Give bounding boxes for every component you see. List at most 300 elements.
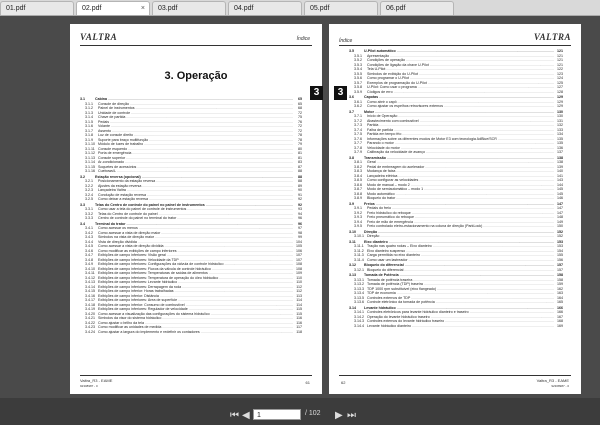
toc-number: 3.4.4 — [85, 239, 93, 244]
toc-title: U-Pilot: Como usar o programa ..... — [367, 85, 554, 90]
toc-title: Freio de mão de emergência ..... — [367, 220, 554, 225]
toc-title: Exibições de campo inferiores: Visão geral ..... — [98, 253, 293, 258]
toc-page: 115 — [296, 307, 302, 311]
toc-title: Exibições de campo inferiores: Fluxos da válvula de controle hidráulico ..... — [98, 267, 293, 272]
toc-title: Soquetes de acessórios ..... — [98, 165, 293, 170]
toc-title: Console de direção ..... — [98, 102, 293, 107]
toc-number: 3.7.7 — [354, 141, 362, 145]
toc-title: Tomada de potência (TDP) traseira ..... — [367, 282, 554, 287]
toc-entry[interactable] — [80, 216, 302, 221]
toc-number: 3.5.1 — [354, 53, 362, 58]
next-page-icon[interactable]: ▶ — [335, 410, 343, 421]
toc-page: 109 — [296, 271, 302, 275]
toc-page: 80 — [298, 146, 302, 151]
footer-doc-id — [80, 378, 112, 388]
toc-title: Pedais ..... — [98, 120, 293, 125]
toc-page: 94 — [298, 211, 302, 216]
toc-page: 81 — [298, 155, 302, 160]
toc-title: Posicionamento da estação reversa ..... — [98, 179, 293, 184]
toc-page: 147 — [557, 210, 563, 215]
toc-title: Como acessar a vista de direção dividida ..... — [98, 244, 293, 249]
toc-entry[interactable] — [349, 324, 563, 329]
toc-number: 3.9.2 — [354, 210, 362, 215]
toc-title: Luz de console direito ..... — [98, 133, 293, 138]
footer-doc-name: Valtra_R3 - EAME — [80, 378, 113, 383]
toc-number: 3.1.9 — [85, 137, 93, 142]
toc-page: 130 — [557, 109, 563, 114]
tab-1[interactable] — [0, 1, 74, 15]
toc-title: Exibições de campo inferiores: Área de superfície ..... — [98, 298, 293, 303]
toc-number: 3.5.4 — [354, 67, 362, 71]
toc-number: 3.13 — [349, 273, 356, 277]
toc-title: Condução de estação reversa ..... — [98, 193, 293, 198]
toc-page: 88 — [298, 174, 302, 179]
toc-number: 3.11.2 — [354, 248, 364, 253]
toc-entry[interactable] — [349, 258, 563, 263]
toc-page: 72 — [298, 110, 302, 115]
toc-title: Modo de semiautomático – modo 1 ..... — [367, 187, 554, 192]
toc-number: 3.5.5 — [354, 71, 362, 76]
footer-doc-code: 92308987 - 0 — [80, 384, 98, 388]
close-tab-icon[interactable]: × — [140, 5, 145, 12]
toc-number: 3.2.5 — [85, 197, 93, 201]
toc-title: Terminal do trator ..... — [95, 222, 293, 227]
toc-entry[interactable] — [349, 104, 563, 109]
toc-title: Exibições de campo inferior: Consumo de combustível ..... — [98, 303, 293, 308]
toc-page: 68 — [298, 106, 302, 110]
toc-title: Suporte para braço multifunção ..... — [98, 138, 293, 143]
toc-page: 83 — [298, 160, 302, 164]
toc-entry[interactable] — [80, 169, 302, 174]
toc-page: 138 — [557, 155, 563, 160]
toc-page: 121 — [557, 58, 563, 62]
toc-number: 3.8.5 — [354, 178, 362, 182]
toc-page: 164 — [557, 295, 563, 300]
toc-page: 116 — [296, 316, 302, 320]
toc-number: 3.11.3 — [354, 253, 364, 257]
toc-page: 65 — [298, 101, 302, 106]
toc-page: 144 — [557, 182, 563, 187]
toc-number: 3.4.3 — [85, 235, 93, 239]
toc-number: 3.14.4 — [354, 323, 364, 328]
toc-number: 3.1.14 — [85, 160, 95, 164]
toc-number: 3.8.8 — [354, 191, 362, 196]
toc-number: 3.7.6 — [354, 136, 362, 141]
toc-page: 96 — [298, 221, 302, 226]
toc-title: Falha de partida ..... — [367, 128, 554, 133]
toc-number: 3.9.1 — [354, 206, 362, 210]
toc-title: Ajustes da estação reversa ..... — [98, 184, 293, 189]
toc-number: 3.4.21 — [85, 316, 95, 320]
toc-title: Partida em tempo frio ..... — [367, 132, 554, 137]
toc-entry[interactable] — [349, 150, 563, 155]
prev-page-icon[interactable]: ◀ — [242, 410, 250, 421]
toc-number: 3.9 — [349, 201, 354, 206]
page-number: 62 — [341, 380, 346, 385]
toc-page: 117 — [296, 325, 302, 329]
toc-page: 72 — [298, 124, 302, 128]
toc-page: 152 — [557, 234, 563, 238]
tab-2[interactable] — [76, 1, 150, 15]
toc-title: Como abrir o capô ..... — [367, 100, 554, 105]
toc-page: 147 — [557, 201, 563, 206]
toc-page: 79 — [298, 142, 302, 146]
last-page-icon[interactable]: ⏭ — [347, 410, 356, 421]
toc-page: 96 — [298, 216, 302, 220]
toc-title: Início de Operação ..... — [367, 114, 554, 119]
toc-page: 162 — [557, 286, 563, 291]
toc-title: Porta de emergência ..... — [98, 151, 293, 156]
toc-number: 3.5.9 — [354, 89, 362, 94]
tab-label: 02.pdf — [82, 5, 102, 12]
toc-entry[interactable] — [349, 196, 563, 201]
toc-title: Controles externos de TDP ..... — [367, 296, 554, 301]
toc-title: Condições de ligação da chave U-Pilot ..... — [367, 63, 554, 68]
toc-title: Console esquerdo ..... — [98, 147, 293, 152]
tab-label: 03.pdf — [158, 5, 178, 12]
toc-title: Como configurar as velocidades ..... — [367, 178, 554, 183]
toc-page: 87 — [298, 164, 302, 169]
toc-title: Tração nas quatro rodas – Eixo dianteiro ..... — [367, 244, 554, 249]
toc-number: 3.1.13 — [85, 155, 95, 160]
toc-title: Exibições de campo inferiores: Levante hidráulico ..... — [98, 280, 293, 285]
table-of-contents — [80, 96, 302, 334]
toc-title: Lançadeira Valtra ..... — [98, 188, 293, 193]
toc-number: 3.1.4 — [85, 115, 93, 119]
toc-page: 112 — [296, 289, 302, 293]
toc-title: Assento ..... — [98, 129, 293, 134]
toc-title: Tela U-Pilot ..... — [367, 67, 554, 72]
toc-title: Calibração da velocidade de avanço ..... — [367, 150, 554, 155]
toc-page: 108 — [296, 262, 302, 266]
toc-page: 152 — [557, 229, 563, 234]
toc-number: 3.4.23 — [85, 325, 95, 329]
toc-title: Mudança de faixa ..... — [367, 169, 554, 174]
toc-number: 3.1.16 — [85, 169, 95, 173]
toc-page: 114 — [296, 298, 302, 302]
table-of-contents — [349, 48, 563, 328]
toc-number: 3.4.10 — [85, 266, 95, 271]
toc-page: 121 — [557, 49, 563, 53]
toc-page: 153 — [557, 244, 563, 248]
brand-logo: VALTRA — [80, 32, 118, 42]
toc-number: 3.8.2 — [354, 164, 362, 169]
toc-page: 128 — [557, 89, 563, 94]
first-page-icon[interactable]: ⏮ — [230, 410, 239, 421]
toc-number: 3.14.2 — [354, 314, 364, 319]
toc-number: 3.4.1 — [85, 226, 93, 230]
footer-rule — [80, 375, 312, 376]
toc-entry[interactable] — [80, 197, 302, 202]
toc-title: Lançadeira elétrica ..... — [367, 174, 554, 179]
toc-title: Símbolos de exibição do U-Pilot ..... — [367, 72, 554, 77]
toc-entry[interactable] — [349, 234, 563, 239]
toc-page: 124 — [557, 76, 563, 80]
toc-title: Motor ..... — [364, 110, 554, 115]
tab-6[interactable] — [380, 1, 454, 15]
toc-page: 98 — [298, 230, 302, 235]
toc-page: 149 — [557, 219, 563, 224]
page-total: / 102 — [305, 410, 321, 417]
toc-title: Cabina ..... — [95, 97, 293, 102]
chapter-title: 3. Operação — [164, 70, 228, 82]
toc-title: Carga permitida no eixo dianteiro ..... — [367, 253, 554, 258]
toc-number: 3.1.3 — [85, 110, 93, 115]
toc-page: 107 — [296, 257, 302, 262]
toc-number: 3.13.1 — [354, 277, 364, 282]
toc-page: 114 — [296, 302, 302, 307]
toc-page: 81 — [298, 151, 302, 155]
toc-page: 139 — [557, 164, 563, 169]
toc-number: 3.4.7 — [85, 253, 93, 257]
toc-entry[interactable] — [349, 300, 563, 305]
toc-page: 93 — [298, 207, 302, 211]
toc-title: Como acessar a vista de direção maior ..... — [98, 231, 293, 236]
toc-number: 3.8.3 — [354, 169, 362, 173]
toc-page: 105 — [296, 244, 302, 248]
toc-number: 3.4.5 — [85, 244, 93, 248]
toc-title: Bloqueio do diferencial ..... — [364, 263, 554, 268]
toc-number: 3.1.5 — [85, 119, 93, 124]
toc-title: Exibições de campo inferior: Horas trabalhadas ..... — [98, 289, 293, 294]
toc-title: Abastecimento com combustível ..... — [367, 119, 554, 124]
toc-page: 141 — [557, 173, 563, 178]
toc-title: Tomada de Potência ..... — [364, 273, 554, 278]
page-header: Índice — [339, 38, 353, 44]
page-number-input[interactable]: 1 — [253, 409, 301, 420]
toc-page: 92 — [298, 197, 302, 201]
toc-page: 137 — [557, 150, 563, 154]
toc-title: Transmissão ..... — [364, 156, 554, 161]
toc-number: 3.7.4 — [354, 127, 362, 132]
toc-page: 163 — [557, 291, 563, 295]
tab-label: 05.pdf — [310, 5, 330, 12]
toc-page: 127 — [557, 85, 563, 89]
toc-title: Como acessar a visualização das configurações do sistema hidráulico ..... — [98, 312, 293, 317]
toc-title: Levante hidráulico dianteiro ..... — [367, 324, 554, 329]
toc-number: 3.1 — [80, 97, 85, 101]
toc-number: 3.4.12 — [85, 275, 95, 280]
header-rule — [80, 45, 312, 46]
toc-page: 138 — [557, 160, 563, 164]
toc-title: Como acessar os menus ..... — [98, 226, 293, 231]
toc-entry[interactable] — [349, 90, 563, 95]
toc-page: 132 — [557, 123, 563, 127]
toc-title: Como programar o U-Pilot ..... — [367, 76, 554, 81]
toc-number: 3.1.12 — [85, 151, 95, 155]
toc-number: 3.4.9 — [85, 262, 93, 266]
toc-number: 3.1.10 — [85, 142, 95, 146]
toc-title: Cuebows/L ..... — [98, 169, 293, 174]
toc-number: 3.7.9 — [354, 150, 362, 154]
toc-number: 3.1.15 — [85, 164, 95, 169]
toc-page: 148 — [557, 215, 563, 219]
toc-page: 108 — [296, 266, 302, 271]
toc-title: Tomada de potência traseira ..... — [367, 278, 554, 283]
toc-number: 3.4.14 — [85, 284, 95, 289]
toc-title: Unidade de controle ..... — [98, 111, 293, 116]
tab-3[interactable] — [152, 1, 226, 15]
toc-number: 3.6.2 — [354, 104, 362, 108]
toc-number: 3.13.4 — [354, 291, 364, 295]
toc-page: 136 — [557, 145, 563, 150]
toc-number: 3.12 — [349, 263, 356, 267]
toc-number: 3.7.8 — [354, 145, 362, 150]
toc-number: 3.3.1 — [85, 207, 93, 211]
toc-page: 121 — [557, 53, 563, 58]
toc-number: 3.3.2 — [85, 211, 93, 216]
toc-page: 88 — [298, 169, 302, 173]
toc-number: 3.4.8 — [85, 257, 93, 262]
toc-page: 76 — [298, 119, 302, 124]
toc-page: 129 — [557, 104, 563, 108]
toc-page: 140 — [557, 169, 563, 173]
page-number: 61 — [305, 380, 310, 385]
toc-page: 131 — [557, 118, 563, 123]
toc-page: 146 — [557, 196, 563, 200]
toc-title: Como usar um lastreador ..... — [367, 258, 554, 263]
toc-title: Apresentação ..... — [367, 54, 554, 59]
toc-title: Controle eletrônico da tomada de potência ..... — [367, 300, 554, 305]
toc-page: 78 — [298, 137, 302, 142]
toc-page: 145 — [557, 187, 563, 191]
toc-title: Freio controlado eletro-estacionamento na coluna de direção (ParkLock) ..... — [367, 224, 554, 229]
toc-page: 88 — [298, 179, 302, 183]
toc-title: Telas do Centro de controle do painel ..... — [98, 212, 293, 217]
toc-title: Bloqueio do diferencial ..... — [367, 268, 554, 273]
toc-title: Como ajustar a largura do implemento e redefinir os contadores ..... — [98, 330, 293, 335]
toc-number: 3.1.8 — [85, 133, 93, 137]
toc-title: Exibições de campo inferior: Distância ..... — [98, 294, 293, 299]
toc-title: Freio hidráulico do reboque ..... — [367, 211, 554, 216]
toc-page: 168 — [557, 319, 563, 323]
toc-number: 3.4.17 — [85, 298, 95, 302]
toc-number: 3.4.2 — [85, 230, 93, 235]
toc-page: 92 — [298, 202, 302, 207]
footer-doc-code: 92308987 - 0 — [551, 384, 569, 388]
toc-page: 157 — [557, 263, 563, 267]
toc-page: 143 — [557, 178, 563, 182]
toc-title: Levante hidráulico ..... — [364, 306, 554, 311]
toc-page: 125 — [557, 80, 563, 85]
toc-number: 3.5 — [349, 49, 354, 53]
toc-number: 3.5.3 — [354, 62, 362, 67]
toc-page: 122 — [557, 67, 563, 71]
toc-number: 3.2.3 — [85, 188, 93, 192]
toc-title: Módulo de luzes de trabalho ..... — [98, 142, 293, 147]
toc-number: 3.4.22 — [85, 320, 95, 325]
toc-page: 154 — [557, 248, 563, 253]
toc-number: 3.4.15 — [85, 289, 95, 293]
toc-title: Eixo dianteiro ..... — [364, 240, 554, 245]
toc-entry[interactable] — [349, 268, 563, 273]
toc-number: 3.7 — [349, 109, 354, 114]
tab-4[interactable] — [228, 1, 302, 15]
tab-label: 01.pdf — [6, 5, 26, 12]
toc-page: 147 — [557, 206, 563, 210]
toc-number: 3.14.3 — [354, 319, 364, 323]
toc-number: 3.11.1 — [354, 244, 364, 248]
toc-title: Eixo dianteiro suspenso ..... — [367, 249, 554, 254]
toc-title: Direção ..... — [364, 230, 554, 235]
page-header: Índice — [296, 36, 310, 42]
toc-title: U-Pilot automático ..... — [364, 49, 554, 54]
toc-number: 3.6 — [349, 95, 354, 99]
toc-title: Direção ..... — [367, 234, 554, 239]
toc-number: 3.3.3 — [85, 216, 93, 220]
toc-number: 3.8.6 — [354, 182, 362, 187]
toc-number: 3.11.4 — [354, 257, 364, 262]
toc-number: 3.7.1 — [354, 114, 362, 118]
toc-page: 90 — [298, 188, 302, 192]
toc-number: 3.1.1 — [85, 101, 93, 106]
toc-title: TDP 1000 rpm substituível (eixo flangeado) ..... — [367, 287, 554, 292]
toc-entry[interactable] — [349, 224, 563, 229]
toc-page: 169 — [557, 323, 563, 328]
toc-number: 3.2.2 — [85, 183, 93, 188]
toc-number: 3.1.6 — [85, 124, 93, 128]
toc-number: 3.2.4 — [85, 192, 93, 197]
toc-page: 99 — [298, 235, 302, 239]
toc-page: 129 — [557, 95, 563, 99]
toc-page: 158 — [557, 273, 563, 277]
toc-number: 3.12.1 — [354, 267, 364, 272]
toc-title: Símbolos da visor do sistema hidráulico ..... — [98, 316, 293, 321]
toc-number: 3.4.20 — [85, 311, 95, 316]
toc-title: Velocidade do motor ..... — [367, 146, 554, 151]
toc-page: 133 — [557, 127, 563, 132]
toc-page: 135 — [557, 136, 563, 141]
toc-title: Símbolos na vista de direção maior ..... — [98, 235, 293, 240]
toc-page: 115 — [296, 311, 302, 316]
toc-title: Como usar a tela do painel de controle de instrumentos ..... — [98, 207, 293, 212]
toc-number: 3.13.5 — [354, 295, 364, 300]
left-pdf-page — [70, 24, 322, 394]
toc-entry[interactable] — [80, 330, 302, 335]
toc-page: 97 — [298, 226, 302, 230]
toc-number: 3.4.11 — [85, 271, 95, 275]
toc-number: 3.9.3 — [354, 215, 362, 219]
toc-page: 123 — [557, 71, 563, 76]
toc-page: 110 — [296, 280, 302, 284]
toc-title: Códigos de erro ..... — [367, 90, 554, 95]
tab-5[interactable] — [304, 1, 378, 15]
toc-title: Pedal de embreagem do acelerador ..... — [367, 165, 554, 170]
toc-page: 129 — [557, 99, 563, 104]
toc-number: 3.4.24 — [85, 329, 95, 334]
toc-title: Ar-condicionado ..... — [98, 160, 293, 165]
toc-number: 3.4.18 — [85, 302, 95, 307]
toc-title: Geral ..... — [367, 160, 554, 165]
toc-page: 110 — [296, 275, 302, 280]
toc-page: 106 — [296, 248, 302, 253]
toc-number: 3.2.1 — [85, 179, 93, 183]
brand-logo: VALTRA — [533, 32, 571, 42]
toc-title: Telas do Centro de controle do painel no painel de instrumentos ..... — [95, 203, 293, 208]
toc-title: Capotas ..... — [364, 95, 554, 100]
toc-page: 91 — [298, 192, 302, 197]
toc-title: Condições de operação ..... — [367, 58, 554, 63]
toc-title: Volante ..... — [98, 124, 293, 129]
toc-page: 89 — [298, 183, 302, 188]
toc-page: 72 — [298, 128, 302, 133]
toc-page: 166 — [557, 310, 563, 314]
toc-title: Exibições de campo inferiores: Temperatura de operação do óleo hidráulico ..... — [98, 276, 293, 281]
toc-number: 3.5.2 — [354, 58, 362, 62]
footer-rule — [339, 375, 571, 376]
toc-number: 3.2 — [80, 174, 85, 179]
toc-number: 3.5.7 — [354, 80, 362, 85]
